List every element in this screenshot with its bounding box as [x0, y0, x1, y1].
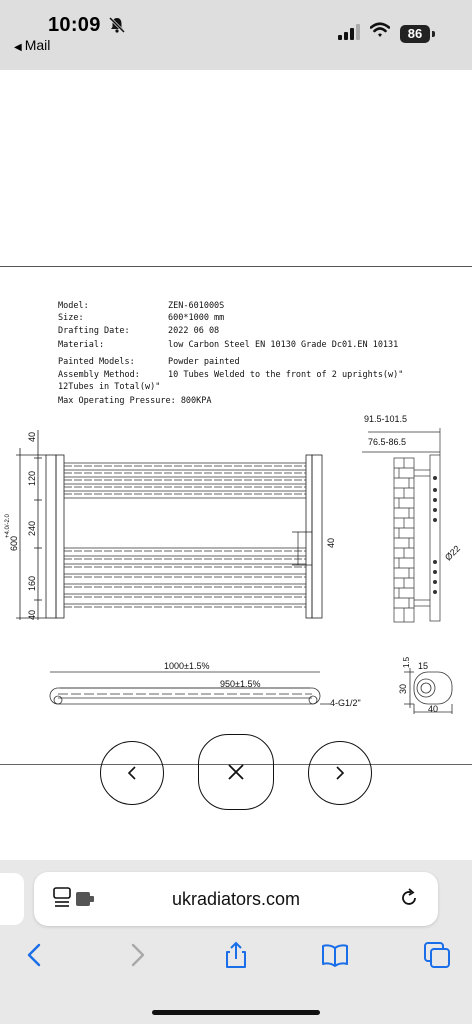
- dim-1000: 1000±1.5%: [164, 661, 210, 671]
- previous-image-button[interactable]: [100, 741, 164, 805]
- spec-model-value: ZEN-601000S: [168, 301, 225, 311]
- spec-model-label: Model:: [58, 301, 89, 311]
- spec-size-label: Size:: [58, 313, 84, 323]
- spec-max-pressure: Max Operating Pressure: 800KPA: [58, 396, 212, 406]
- battery-icon: 86: [400, 25, 430, 43]
- chevron-right-icon: [332, 765, 348, 781]
- spec-assembly-label: Assembly Method:: [58, 370, 140, 380]
- dim-120: 120: [27, 470, 37, 486]
- chevron-left-icon: [124, 765, 140, 781]
- home-indicator: [152, 1010, 320, 1015]
- spec-date-label: Drafting Date:: [58, 326, 130, 336]
- previous-tab-card[interactable]: [0, 873, 24, 925]
- close-icon: [227, 763, 245, 781]
- tabs-icon[interactable]: [422, 940, 452, 970]
- clock: 10:09: [48, 14, 101, 36]
- back-icon[interactable]: [20, 940, 50, 970]
- dim-600-tolerance: +4.0/-2.0: [5, 514, 11, 538]
- dim-91-5-101-5: 91.5-101.5: [364, 414, 408, 424]
- spec-date-value: 2022 06 08: [168, 326, 220, 336]
- spec-material-value: low Carbon Steel EN 10130 Grade Dc01.EN 10131: [168, 340, 399, 350]
- dim-1-5: 1.5: [402, 656, 411, 668]
- close-viewer-button[interactable]: [198, 734, 274, 810]
- spec-material-label: Material:: [58, 340, 105, 350]
- dim-15: 15: [418, 661, 429, 671]
- spec-painted-label: Painted Models:: [58, 357, 135, 367]
- dim-40-top: 40: [27, 431, 37, 442]
- tube-group-top: [64, 463, 306, 498]
- tube-group-bottom: [64, 548, 306, 607]
- back-triangle-icon: ◀: [14, 42, 22, 53]
- address-bar[interactable]: [34, 872, 438, 926]
- back-app-label: Mail: [24, 37, 51, 53]
- side-view: [362, 428, 440, 622]
- url-text[interactable]: ukradiators.com: [171, 889, 301, 909]
- bookmarks-icon[interactable]: [320, 940, 350, 970]
- spec-size-value: 600*1000 mm: [168, 313, 225, 323]
- spec-painted-value: Powder painted: [168, 357, 240, 367]
- dim-160: 160: [27, 575, 37, 591]
- next-image-button[interactable]: [308, 741, 372, 805]
- dim-600: 600: [9, 535, 19, 551]
- forward-icon[interactable]: [122, 940, 152, 970]
- dim-76-5-86-5: 76.5-86.5: [368, 437, 407, 447]
- spec-assembly-value: 10 Tubes Welded to the front of 2 uprights(w)": [168, 370, 404, 380]
- spec-tubes-total: 12Tubes in Total(w)": [58, 382, 161, 392]
- dim-950: 950±1.5%: [220, 679, 261, 689]
- dim-phi22: Ø22: [442, 543, 463, 563]
- dim-30: 30: [398, 683, 408, 694]
- dim-240: 240: [27, 520, 37, 536]
- bottom-view: [50, 672, 330, 704]
- reload-icon[interactable]: [398, 887, 420, 909]
- dim-40-side: 40: [326, 537, 336, 548]
- dim-40-bracket: 40: [428, 704, 439, 714]
- dim-4-g1-2: 4-G1/2": [330, 698, 361, 708]
- share-icon[interactable]: [221, 940, 251, 970]
- dim-40-bottom: 40: [27, 609, 37, 620]
